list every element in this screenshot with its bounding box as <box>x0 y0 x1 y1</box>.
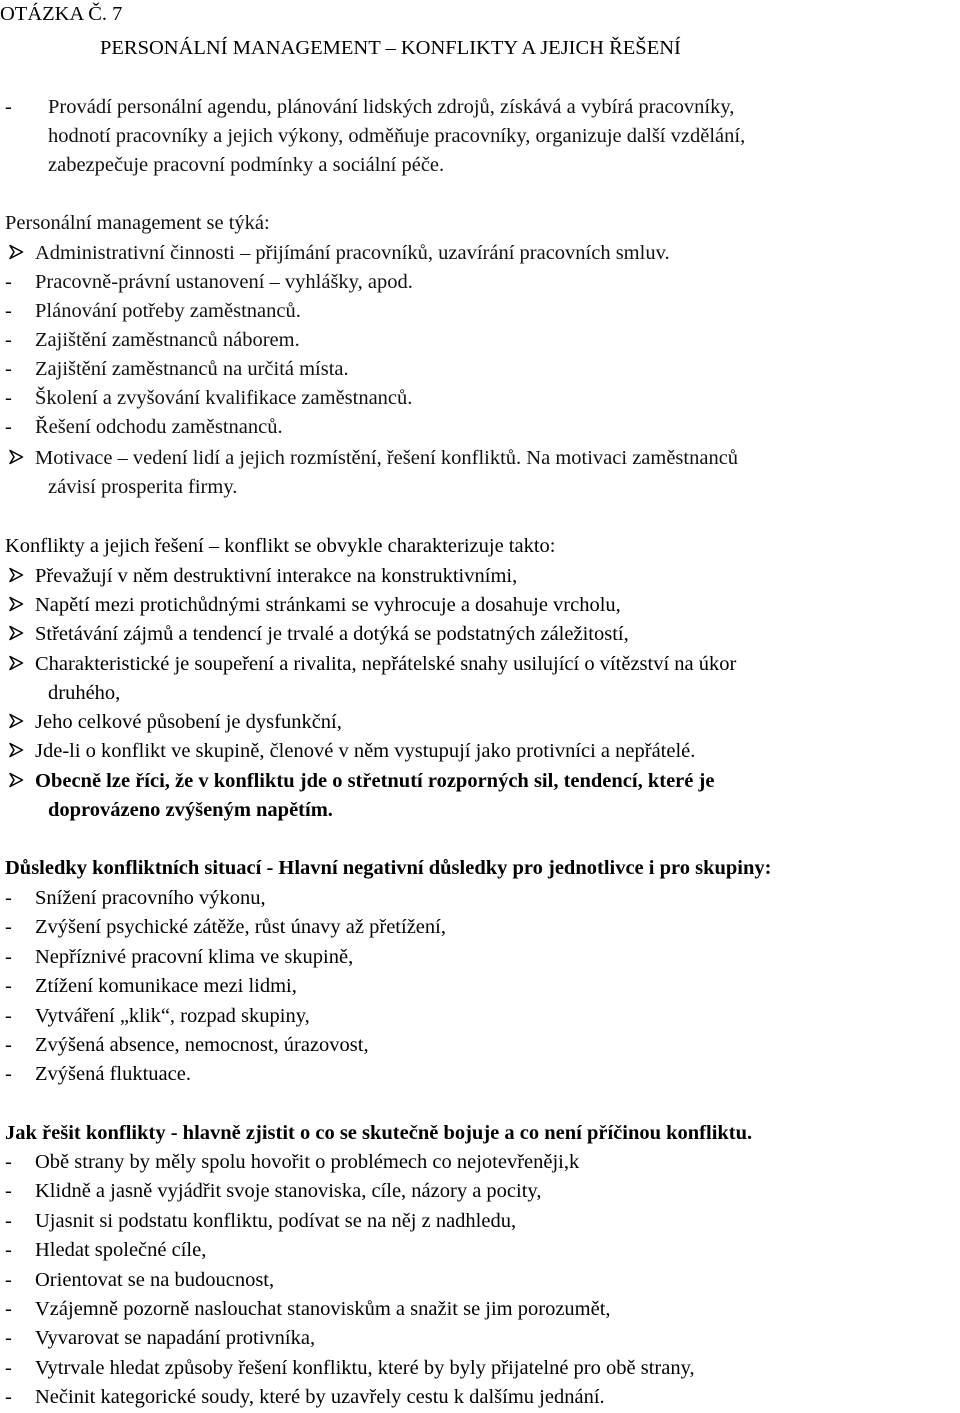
section-heading: Personální management se týká: <box>5 212 270 234</box>
dash-marker: - <box>5 1210 12 1232</box>
dash-marker: - <box>5 916 12 938</box>
dash-marker: - <box>5 1357 12 1379</box>
dash-marker: - <box>5 387 12 409</box>
arrow-bullet-icon <box>8 596 24 612</box>
section-heading: Důsledky konfliktních situací - Hlavní negativní důsledky pro jednotlivce i pro skupiny: <box>5 857 772 879</box>
dash-marker: - <box>5 946 12 968</box>
list-item: Vytrvale hledat způsoby řešení konfliktu, které by byly přijatelné pro obě strany, <box>35 1357 695 1379</box>
admin-description: – přijímání pracovníků, uzavírání pracovních smluv. <box>234 242 670 264</box>
dash-marker: - <box>5 1386 12 1408</box>
intro-line: zabezpečuje pracovní podmínky a sociální péče. <box>48 154 445 176</box>
summary-bold-line: doprovázeno zvýšeným napětím. <box>48 799 333 821</box>
admin-term: Administrativní činnosti <box>35 242 235 264</box>
list-item-continuation: druhého, <box>48 682 121 704</box>
list-item: Obě strany by měly spolu hovořit o problémech co nejotevřeněji,k <box>35 1151 580 1173</box>
dash-marker: - <box>5 1269 12 1291</box>
arrow-bullet-icon <box>8 567 24 583</box>
list-item: Jde-li o konflikt ve skupině, členové v něm vystupují jako protivníci a nepřátelé. <box>35 740 696 762</box>
list-item: Zvýšení psychické zátěže, růst únavy až přetížení, <box>35 916 446 938</box>
list-item: Vyvarovat se napadání protivníka, <box>35 1327 316 1349</box>
heading-term: Konflikty a jejich řešení <box>5 535 204 557</box>
dash-marker: - <box>5 975 12 997</box>
arrow-bullet-icon <box>8 449 24 465</box>
arrow-bullet-icon <box>8 742 24 758</box>
arrow-bullet-icon <box>8 713 24 729</box>
list-item: Ujasnit si podstatu konfliktu, podívat se na něj z nadhledu, <box>35 1210 517 1232</box>
motivace-item <box>35 448 738 469</box>
arrow-bullet-icon <box>8 625 24 641</box>
list-item: Pracovně-právní ustanovení – vyhlášky, apod. <box>35 271 413 293</box>
list-item: Plánování potřeby zaměstnanců. <box>35 300 301 322</box>
motivace-description: – vedení lidí a jejich rozmístění, řešení konfliktů. Na motivaci zaměstnanců <box>112 447 739 469</box>
dash-marker: - <box>5 329 12 351</box>
dash-marker: - <box>5 1327 12 1349</box>
dash-marker: - <box>5 96 12 118</box>
list-item: Zvýšená absence, nemocnost, úrazovost, <box>35 1034 369 1056</box>
dash-marker: - <box>5 300 12 322</box>
list-item: Vytváření „klik“, rozpad skupiny, <box>35 1005 310 1027</box>
summary-bold-line: Obecně lze říci, že v konfliktu jde o střetnutí rozporných sil, tendencí, které je <box>35 770 715 792</box>
dash-marker: - <box>5 416 12 438</box>
heading-rest: – konflikt se obvykle charakterizuje takto: <box>203 535 556 557</box>
section-heading <box>5 536 556 557</box>
list-item: Charakteristické je soupeření a rivalita, nepřátelské snahy usilující o vítězství na úkor <box>35 653 737 675</box>
arrow-bullet-icon <box>8 244 24 260</box>
list-item: Řešení odchodu zaměstnanců. <box>35 416 283 438</box>
list-item: Snížení pracovního výkonu, <box>35 887 266 909</box>
list-item: Ztížení komunikace mezi lidmi, <box>35 975 297 997</box>
list-item: Školení a zvyšování kvalifikace zaměstnanců. <box>35 387 413 409</box>
dash-marker: - <box>5 1063 12 1085</box>
dash-marker: - <box>5 1005 12 1027</box>
list-item: Nečinit kategorické soudy, které by uzavřely cestu k dalšímu jednání. <box>35 1386 605 1408</box>
dash-marker: - <box>5 1034 12 1056</box>
section-heading: Jak řešit konflikty - hlavně zjistit o co se skutečně bojuje a co není příčinou konfliktu. <box>5 1122 753 1144</box>
dash-marker: - <box>5 1298 12 1320</box>
intro-line: hodnotí pracovníky a jejich výkony, odměňuje pracovníky, organizuje další vzdělání, <box>48 125 746 147</box>
dash-marker: - <box>5 887 12 909</box>
dash-marker: - <box>5 271 12 293</box>
dash-marker: - <box>5 1239 12 1261</box>
dash-marker: - <box>5 358 12 380</box>
arrow-bullet-icon <box>8 655 24 671</box>
list-item: Zajištění zaměstnanců náborem. <box>35 329 300 351</box>
question-number: OTÁZKA Č. 7 <box>0 3 123 25</box>
dash-marker: - <box>5 1151 12 1173</box>
list-item: Zajištění zaměstnanců na určitá místa. <box>35 358 349 380</box>
dash-marker: - <box>5 1180 12 1202</box>
list-item: Orientovat se na budoucnost, <box>35 1269 275 1291</box>
list-item: Nepříznivé pracovní klima ve skupině, <box>35 946 354 968</box>
list-item: Napětí mezi protichůdnými stránkami se vyhrocuje a dosahuje vrcholu, <box>35 594 621 616</box>
list-item: Vzájemně pozorně naslouchat stanoviskům a snažit se jim porozumět, <box>35 1298 611 1320</box>
motivace-term: Motivace <box>35 447 113 469</box>
page-title: PERSONÁLNÍ MANAGEMENT – KONFLIKTY A JEJICH ŘEŠENÍ <box>100 37 681 59</box>
arrow-bullet-icon <box>8 772 24 788</box>
list-item: Hledat společné cíle, <box>35 1239 207 1261</box>
intro-line: Provádí personální agendu, plánování lidských zdrojů, získává a vybírá pracovníky, <box>48 96 735 118</box>
list-item: Jeho celkové působení je dysfunkční, <box>35 711 342 733</box>
list-item: Převažují v něm destruktivní interakce na konstruktivními, <box>35 565 518 587</box>
list-item: Klidně a jasně vyjádřit svoje stanoviska, cíle, názory a pocity, <box>35 1180 542 1202</box>
list-item: Zvýšená fluktuace. <box>35 1063 191 1085</box>
admin-item <box>35 243 670 264</box>
motivace-continuation: závisí prosperita firmy. <box>48 476 238 498</box>
list-item: Střetávání zájmů a tendencí je trvalé a dotýká se podstatných záležitostí, <box>35 623 629 645</box>
